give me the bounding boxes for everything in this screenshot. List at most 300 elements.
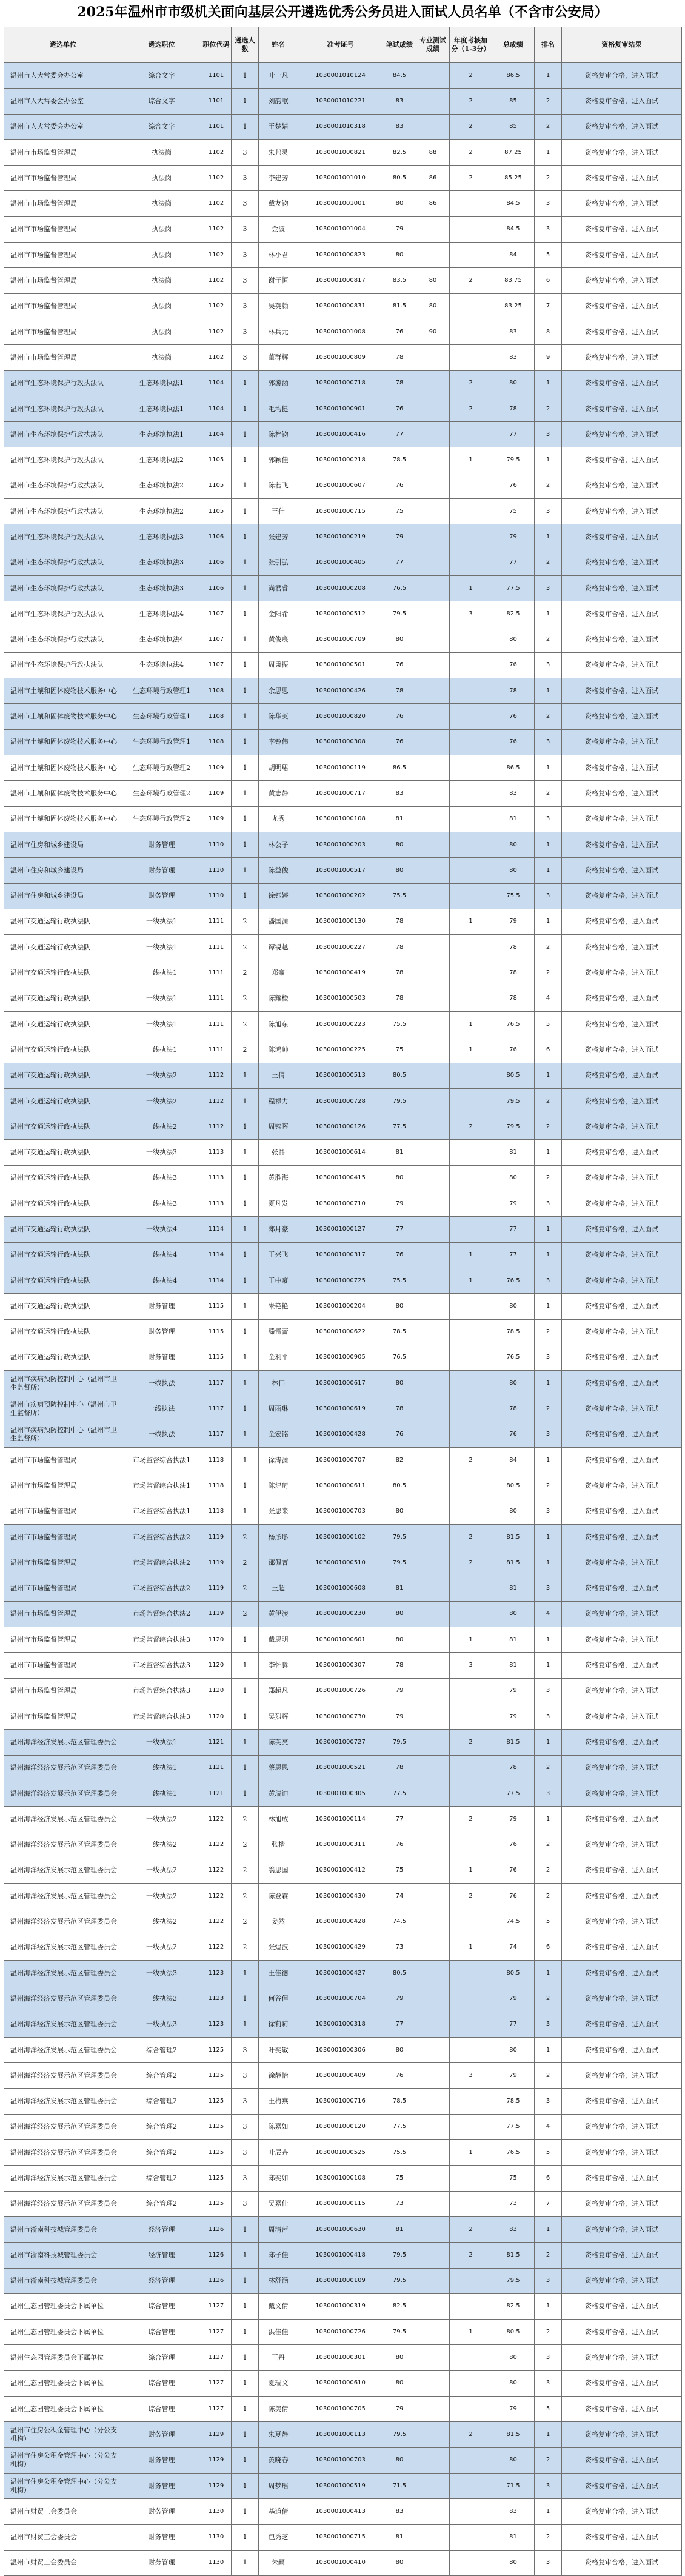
cell-professional-score xyxy=(416,2012,450,2037)
cell-total-score: 80 xyxy=(492,1165,535,1191)
cell-position-code: 1114 xyxy=(201,1217,232,1242)
cell-rank: 2 xyxy=(535,1396,562,1422)
cell-exam-id: 1030001000601 xyxy=(298,1627,383,1653)
cell-review-result: 资格复审合格，进入面试 xyxy=(562,1191,682,1217)
cell-review-result: 资格复审合格，进入面试 xyxy=(562,1550,682,1576)
cell-total-score: 77 xyxy=(492,1217,535,1242)
cell-bonus: 2 xyxy=(450,63,492,89)
table-row xyxy=(4,678,682,704)
cell-quota: 1 xyxy=(232,1268,259,1293)
cell-review-result: 资格复审合格，进入面试 xyxy=(562,575,682,601)
cell-bonus xyxy=(450,1755,492,1781)
cell-bonus xyxy=(450,1909,492,1935)
cell-quota: 1 xyxy=(232,627,259,652)
table-row xyxy=(4,2422,682,2447)
cell-total-score: 84 xyxy=(492,243,535,268)
cell-unit: 温州市浙南科技城管理委员会 xyxy=(4,2243,122,2268)
cell-position-code: 1118 xyxy=(201,1499,232,1524)
cell-quota: 1 xyxy=(232,575,259,601)
cell-total-score: 77 xyxy=(492,1242,535,1268)
cell-position: 执法岗 xyxy=(122,319,201,344)
table-row xyxy=(4,2397,682,2422)
cell-total-score: 77.5 xyxy=(492,2114,535,2139)
cell-bonus xyxy=(450,2268,492,2293)
cell-total-score: 76.5 xyxy=(492,1268,535,1293)
cell-bonus: 2 xyxy=(450,89,492,114)
cell-bonus: 1 xyxy=(450,1242,492,1268)
cell-position: 一线执法2 xyxy=(122,1935,201,1960)
cell-written-score: 78 xyxy=(383,1755,416,1781)
cell-professional-score xyxy=(416,2191,450,2216)
cell-exam-id: 1030001000703 xyxy=(298,2447,383,2473)
cell-position-code: 1115 xyxy=(201,1294,232,1319)
cell-unit: 温州海洋经济发展示范区管理委员会 xyxy=(4,2063,122,2089)
cell-professional-score xyxy=(416,627,450,652)
cell-total-score: 81 xyxy=(492,1627,535,1653)
cell-exam-id: 1030001000727 xyxy=(298,1730,383,1755)
cell-quota: 1 xyxy=(232,1678,259,1704)
cell-unit: 温州市财贸工会委员会 xyxy=(4,2550,122,2575)
cell-rank: 3 xyxy=(535,422,562,447)
cell-rank: 2 xyxy=(535,1755,562,1781)
cell-quota: 2 xyxy=(232,960,259,986)
cell-bonus xyxy=(450,1781,492,1806)
table-row xyxy=(4,89,682,114)
cell-written-score: 80 xyxy=(383,1627,416,1653)
cell-written-score: 76.5 xyxy=(383,575,416,601)
cell-written-score: 78 xyxy=(383,935,416,960)
table-row xyxy=(4,1524,682,1550)
cell-bonus: 1 xyxy=(450,575,492,601)
cell-exam-id: 1030001000227 xyxy=(298,935,383,960)
cell-exam-id: 1030001000715 xyxy=(298,499,383,524)
cell-position-code: 1123 xyxy=(201,1986,232,2012)
cell-review-result: 资格复审合格，进入面试 xyxy=(562,1524,682,1550)
cell-total-score: 76 xyxy=(492,1858,535,1883)
table-row xyxy=(4,1653,682,1678)
cell-unit: 温州海洋经济发展示范区管理委员会 xyxy=(4,1807,122,1832)
cell-quota: 1 xyxy=(232,1371,259,1396)
cell-professional-score xyxy=(416,883,450,909)
cell-unit: 温州市浙南科技城管理委员会 xyxy=(4,2268,122,2293)
cell-position: 一线执法1 xyxy=(122,960,201,986)
cell-unit: 温州市交通运输行政执法队 xyxy=(4,1037,122,1063)
cell-exam-id: 1030001000218 xyxy=(298,447,383,473)
cell-position-code: 1117 xyxy=(201,1396,232,1422)
table-body xyxy=(4,63,682,2576)
cell-exam-id: 1030001001001 xyxy=(298,191,383,216)
cell-bonus xyxy=(450,1499,492,1524)
cell-unit: 温州市生态环境保护行政执法队 xyxy=(4,652,122,678)
cell-position-code: 1115 xyxy=(201,1319,232,1345)
cell-exam-id: 1030001000311 xyxy=(298,1832,383,1858)
cell-professional-score xyxy=(416,1678,450,1704)
cell-written-score: 75 xyxy=(383,499,416,524)
cell-quota: 1 xyxy=(232,601,259,627)
cell-review-result: 资格复审合格，进入面试 xyxy=(562,1960,682,1986)
cell-quota: 1 xyxy=(232,1499,259,1524)
cell-position: 市场监督综合执法1 xyxy=(122,1448,201,1473)
cell-quota: 3 xyxy=(232,139,259,165)
cell-unit: 温州市市场监督管理局 xyxy=(4,1678,122,1704)
cell-total-score: 75 xyxy=(492,499,535,524)
cell-unit: 温州市交通运输行政执法队 xyxy=(4,1140,122,1165)
cell-bonus xyxy=(450,2012,492,2037)
cell-unit: 温州市土壤和固体废物技术服务中心 xyxy=(4,729,122,755)
cell-position-code: 1115 xyxy=(201,1345,232,1370)
cell-position-code: 1102 xyxy=(201,216,232,242)
cell-bonus: 1 xyxy=(450,1268,492,1293)
cell-review-result: 资格复审合格，进入面试 xyxy=(562,2063,682,2089)
cell-rank: 2 xyxy=(535,935,562,960)
cell-bonus xyxy=(450,2293,492,2319)
cell-total-score: 77.5 xyxy=(492,575,535,601)
cell-bonus xyxy=(450,1986,492,2012)
cell-review-result: 资格复审合格，进入面试 xyxy=(562,2293,682,2319)
cell-name: 黄志静 xyxy=(259,781,298,806)
cell-position: 一线执法1 xyxy=(122,1781,201,1806)
cell-quota: 1 xyxy=(232,755,259,781)
cell-professional-score xyxy=(416,1960,450,1986)
cell-bonus xyxy=(450,1678,492,1704)
cell-unit: 温州市市场监督管理局 xyxy=(4,319,122,344)
table-row xyxy=(4,2216,682,2242)
table-row xyxy=(4,601,682,627)
cell-exam-id: 1030001000130 xyxy=(298,909,383,934)
cell-position-code: 1111 xyxy=(201,1037,232,1063)
cell-position: 生态环境执法2 xyxy=(122,473,201,498)
cell-position-code: 1125 xyxy=(201,2037,232,2062)
cell-name: 张思来 xyxy=(259,1499,298,1524)
cell-unit: 温州生态园管理委员会下属单位 xyxy=(4,2293,122,2319)
cell-total-score: 79.5 xyxy=(492,2268,535,2293)
cell-unit: 温州市住房和城乡建设局 xyxy=(4,832,122,857)
cell-professional-score xyxy=(416,1730,450,1755)
cell-written-score: 80 xyxy=(383,1601,416,1627)
cell-quota: 1 xyxy=(232,1345,259,1370)
cell-unit: 温州海洋经济发展示范区管理委员会 xyxy=(4,1909,122,1935)
cell-rank: 3 xyxy=(535,1704,562,1730)
cell-rank: 1 xyxy=(535,1807,562,1832)
cell-position-code: 1119 xyxy=(201,1601,232,1627)
cell-name: 郑豪 xyxy=(259,960,298,986)
cell-professional-score xyxy=(416,986,450,1011)
cell-exam-id: 1030001000119 xyxy=(298,755,383,781)
cell-review-result: 资格复审合格，进入面试 xyxy=(562,755,682,781)
cell-professional-score xyxy=(416,575,450,601)
cell-review-result: 资格复审合格，进入面试 xyxy=(562,293,682,319)
cell-bonus: 2 xyxy=(450,370,492,396)
table-row xyxy=(4,1601,682,1627)
cell-professional-score xyxy=(416,909,450,934)
cell-position: 一线执法2 xyxy=(122,1088,201,1114)
cell-quota: 1 xyxy=(232,1114,259,1140)
cell-exam-id: 1030001000725 xyxy=(298,1268,383,1293)
table-row xyxy=(4,755,682,781)
cell-exam-id: 1030001010318 xyxy=(298,114,383,139)
cell-exam-id: 1030001000503 xyxy=(298,986,383,1011)
cell-position-code: 1101 xyxy=(201,114,232,139)
cell-total-score: 80 xyxy=(492,627,535,652)
cell-unit: 温州市生态环境保护行政执法队 xyxy=(4,370,122,396)
cell-quota: 2 xyxy=(232,1524,259,1550)
cell-quota: 1 xyxy=(232,1704,259,1730)
cell-total-score: 80 xyxy=(492,832,535,857)
cell-bonus xyxy=(450,960,492,986)
cell-name: 郭游涵 xyxy=(259,370,298,396)
cell-review-result: 资格复审合格，进入面试 xyxy=(562,2114,682,2139)
cell-review-result: 资格复审合格，进入面试 xyxy=(562,2268,682,2293)
cell-position-code: 1102 xyxy=(201,191,232,216)
cell-position-code: 1127 xyxy=(201,2320,232,2345)
cell-unit: 温州市市场监督管理局 xyxy=(4,1704,122,1730)
cell-written-score: 75.5 xyxy=(383,2140,416,2166)
cell-unit: 温州市住房公积金管理中心（分公支机构） xyxy=(4,2422,122,2447)
cell-name: 王丹 xyxy=(259,2345,298,2370)
cell-exam-id: 1030001000429 xyxy=(298,1935,383,1960)
cell-review-result: 资格复审合格，进入面试 xyxy=(562,1037,682,1063)
cell-quota: 1 xyxy=(232,1960,259,1986)
cell-bonus: 3 xyxy=(450,601,492,627)
cell-exam-id: 1030001000716 xyxy=(298,2089,383,2114)
candidate-table xyxy=(4,27,682,2576)
cell-position-code: 1111 xyxy=(201,909,232,934)
cell-written-score: 79 xyxy=(383,1678,416,1704)
table-row xyxy=(4,1781,682,1806)
cell-exam-id: 1030001000820 xyxy=(298,704,383,729)
cell-bonus: 2 xyxy=(450,114,492,139)
cell-rank: 1 xyxy=(535,1217,562,1242)
cell-bonus xyxy=(450,2037,492,2062)
cell-bonus xyxy=(450,2191,492,2216)
cell-bonus: 1 xyxy=(450,1858,492,1883)
cell-position: 财务管理 xyxy=(122,2499,201,2524)
cell-professional-score xyxy=(416,858,450,883)
cell-position: 生态环境执法3 xyxy=(122,550,201,575)
cell-total-score: 76 xyxy=(492,1422,535,1447)
cell-unit: 温州市浙南科技城管理委员会 xyxy=(4,2216,122,2242)
cell-unit: 温州市市场监督管理局 xyxy=(4,1473,122,1499)
cell-bonus xyxy=(450,2397,492,2422)
cell-unit: 温州市市场监督管理局 xyxy=(4,268,122,293)
cell-bonus xyxy=(450,216,492,242)
cell-bonus xyxy=(450,781,492,806)
cell-exam-id: 1030001000703 xyxy=(298,1499,383,1524)
cell-written-score: 76 xyxy=(383,652,416,678)
table-row xyxy=(4,858,682,883)
cell-position: 市场监督综合执法2 xyxy=(122,1550,201,1576)
cell-exam-id: 1030001000109 xyxy=(298,2268,383,2293)
cell-total-score: 76 xyxy=(492,1832,535,1858)
cell-position: 执法岗 xyxy=(122,243,201,268)
header-review-result: 资格复审结果 xyxy=(562,27,682,63)
cell-position: 执法岗 xyxy=(122,166,201,191)
cell-name: 黄伊凌 xyxy=(259,1601,298,1627)
cell-rank: 5 xyxy=(535,1909,562,1935)
cell-written-score: 77.5 xyxy=(383,1114,416,1140)
cell-professional-score xyxy=(416,216,450,242)
cell-professional-score xyxy=(416,2140,450,2166)
cell-name: 王超 xyxy=(259,1576,298,1601)
cell-total-score: 81 xyxy=(492,806,535,832)
cell-exam-id: 1030001000717 xyxy=(298,781,383,806)
cell-written-score: 82.5 xyxy=(383,139,416,165)
cell-name: 陈旭东 xyxy=(259,1011,298,1037)
cell-review-result: 资格复审合格，进入面试 xyxy=(562,216,682,242)
cell-position-code: 1123 xyxy=(201,2012,232,2037)
cell-name: 郑奕如 xyxy=(259,2166,298,2191)
table-row xyxy=(4,1294,682,1319)
cell-written-score: 79 xyxy=(383,1986,416,2012)
cell-unit: 温州市市场监督管理局 xyxy=(4,191,122,216)
cell-name: 刘韵岷 xyxy=(259,89,298,114)
table-row xyxy=(4,2089,682,2114)
cell-written-score: 79 xyxy=(383,1191,416,1217)
cell-unit: 温州海洋经济发展示范区管理委员会 xyxy=(4,1832,122,1858)
cell-position-code: 1118 xyxy=(201,1448,232,1473)
cell-total-score: 78 xyxy=(492,1755,535,1781)
cell-quota: 1 xyxy=(232,832,259,857)
cell-position: 市场监督综合执法1 xyxy=(122,1499,201,1524)
cell-exam-id: 1030001000108 xyxy=(298,806,383,832)
cell-unit: 温州海洋经济发展示范区管理委员会 xyxy=(4,1858,122,1883)
cell-position-code: 1113 xyxy=(201,1191,232,1217)
cell-position-code: 1130 xyxy=(201,2550,232,2575)
cell-quota: 1 xyxy=(232,473,259,498)
cell-bonus xyxy=(450,729,492,755)
cell-bonus xyxy=(450,191,492,216)
table-row xyxy=(4,1088,682,1114)
cell-position-code: 1105 xyxy=(201,473,232,498)
table-row xyxy=(4,1755,682,1781)
cell-bonus: 2 xyxy=(450,1884,492,1909)
cell-position-code: 1110 xyxy=(201,832,232,857)
cell-bonus: 2 xyxy=(450,396,492,421)
cell-rank: 2 xyxy=(535,2243,562,2268)
cell-bonus xyxy=(450,1371,492,1396)
cell-exam-id: 1030001000901 xyxy=(298,396,383,421)
cell-written-score: 76.5 xyxy=(383,1345,416,1370)
cell-bonus: 1 xyxy=(450,2320,492,2345)
table-row xyxy=(4,575,682,601)
cell-review-result: 资格复审合格，进入面试 xyxy=(562,1627,682,1653)
cell-name: 王佳德 xyxy=(259,1960,298,1986)
cell-name: 陈益俊 xyxy=(259,858,298,883)
cell-quota: 1 xyxy=(232,729,259,755)
cell-position-code: 1109 xyxy=(201,806,232,832)
cell-review-result: 资格复审合格，进入面试 xyxy=(562,2447,682,2473)
cell-unit: 温州生态园管理委员会下属单位 xyxy=(4,2345,122,2370)
cell-professional-score xyxy=(416,1524,450,1550)
cell-name: 叶一凡 xyxy=(259,63,298,89)
cell-written-score: 80 xyxy=(383,2370,416,2396)
cell-unit: 温州海洋经济发展示范区管理委员会 xyxy=(4,1935,122,1960)
cell-name: 林旭成 xyxy=(259,1807,298,1832)
cell-position-code: 1120 xyxy=(201,1704,232,1730)
cell-professional-score xyxy=(416,704,450,729)
cell-position: 财务管理 xyxy=(122,858,201,883)
cell-name: 毛均健 xyxy=(259,396,298,421)
cell-exam-id: 1030001000120 xyxy=(298,2114,383,2139)
table-row xyxy=(4,1909,682,1935)
cell-position: 一线执法3 xyxy=(122,1960,201,1986)
cell-name: 郑月豪 xyxy=(259,1217,298,1242)
cell-review-result: 资格复审合格，进入面试 xyxy=(562,166,682,191)
cell-written-score: 77.5 xyxy=(383,2114,416,2139)
cell-position: 生态环境行政管理2 xyxy=(122,755,201,781)
cell-bonus: 2 xyxy=(450,166,492,191)
cell-exam-id: 1030001000208 xyxy=(298,575,383,601)
table-row xyxy=(4,1499,682,1524)
cell-name: 周梦瑶 xyxy=(259,2473,298,2498)
table-row xyxy=(4,422,682,447)
cell-quota: 3 xyxy=(232,2191,259,2216)
table-row xyxy=(4,191,682,216)
cell-total-score: 81.5 xyxy=(492,2422,535,2447)
cell-bonus xyxy=(450,2345,492,2370)
cell-written-score: 83 xyxy=(383,2499,416,2524)
table-row xyxy=(4,1140,682,1165)
cell-unit: 温州市生态环境保护行政执法队 xyxy=(4,499,122,524)
cell-review-result: 资格复审合格，进入面试 xyxy=(562,858,682,883)
cell-quota: 2 xyxy=(232,1858,259,1883)
table-row xyxy=(4,1678,682,1704)
cell-professional-score xyxy=(416,678,450,704)
cell-professional-score xyxy=(416,524,450,550)
cell-rank: 3 xyxy=(535,575,562,601)
cell-rank: 3 xyxy=(535,1576,562,1601)
cell-name: 陈鸿帅 xyxy=(259,1037,298,1063)
cell-bonus xyxy=(450,1088,492,1114)
cell-review-result: 资格复审合格，进入面试 xyxy=(562,1781,682,1806)
cell-written-score: 79 xyxy=(383,216,416,242)
cell-name: 周雨琳 xyxy=(259,1396,298,1422)
cell-exam-id: 1030001000726 xyxy=(298,1678,383,1704)
cell-bonus xyxy=(450,678,492,704)
cell-professional-score xyxy=(416,2114,450,2139)
cell-review-result: 资格复审合格，进入面试 xyxy=(562,1345,682,1370)
cell-review-result: 资格复审合格，进入面试 xyxy=(562,1165,682,1191)
cell-review-result: 资格复审合格，进入面试 xyxy=(562,447,682,473)
cell-unit: 温州海洋经济发展示范区管理委员会 xyxy=(4,2191,122,2216)
cell-name: 李建芳 xyxy=(259,166,298,191)
cell-total-score: 78 xyxy=(492,986,535,1011)
cell-unit: 温州市市场监督管理局 xyxy=(4,216,122,242)
cell-rank: 1 xyxy=(535,2422,562,2447)
cell-rank: 1 xyxy=(535,1294,562,1319)
cell-rank: 3 xyxy=(535,2550,562,2575)
cell-name: 陈美倩 xyxy=(259,2397,298,2422)
cell-exam-id: 1030001000525 xyxy=(298,2140,383,2166)
cell-name: 林伟 xyxy=(259,1371,298,1396)
cell-position: 一线执法2 xyxy=(122,1063,201,1088)
cell-position-code: 1129 xyxy=(201,2473,232,2498)
cell-total-score: 78 xyxy=(492,960,535,986)
cell-name: 王兴飞 xyxy=(259,1242,298,1268)
cell-unit: 温州市生态环境保护行政执法队 xyxy=(4,447,122,473)
header-name: 姓名 xyxy=(259,27,298,63)
cell-unit: 温州市交通运输行政执法队 xyxy=(4,935,122,960)
cell-review-result: 资格复审合格，进入面试 xyxy=(562,1832,682,1858)
cell-review-result: 资格复审合格，进入面试 xyxy=(562,345,682,370)
cell-unit: 温州市交通运输行政执法队 xyxy=(4,1114,122,1140)
cell-review-result: 资格复审合格，进入面试 xyxy=(562,729,682,755)
cell-unit: 温州市财贸工会委员会 xyxy=(4,2524,122,2550)
cell-review-result: 资格复审合格，进入面试 xyxy=(562,2345,682,2370)
cell-written-score: 76 xyxy=(383,1422,416,1447)
cell-unit: 温州海洋经济发展示范区管理委员会 xyxy=(4,2166,122,2191)
cell-name: 王倩 xyxy=(259,1063,298,1088)
